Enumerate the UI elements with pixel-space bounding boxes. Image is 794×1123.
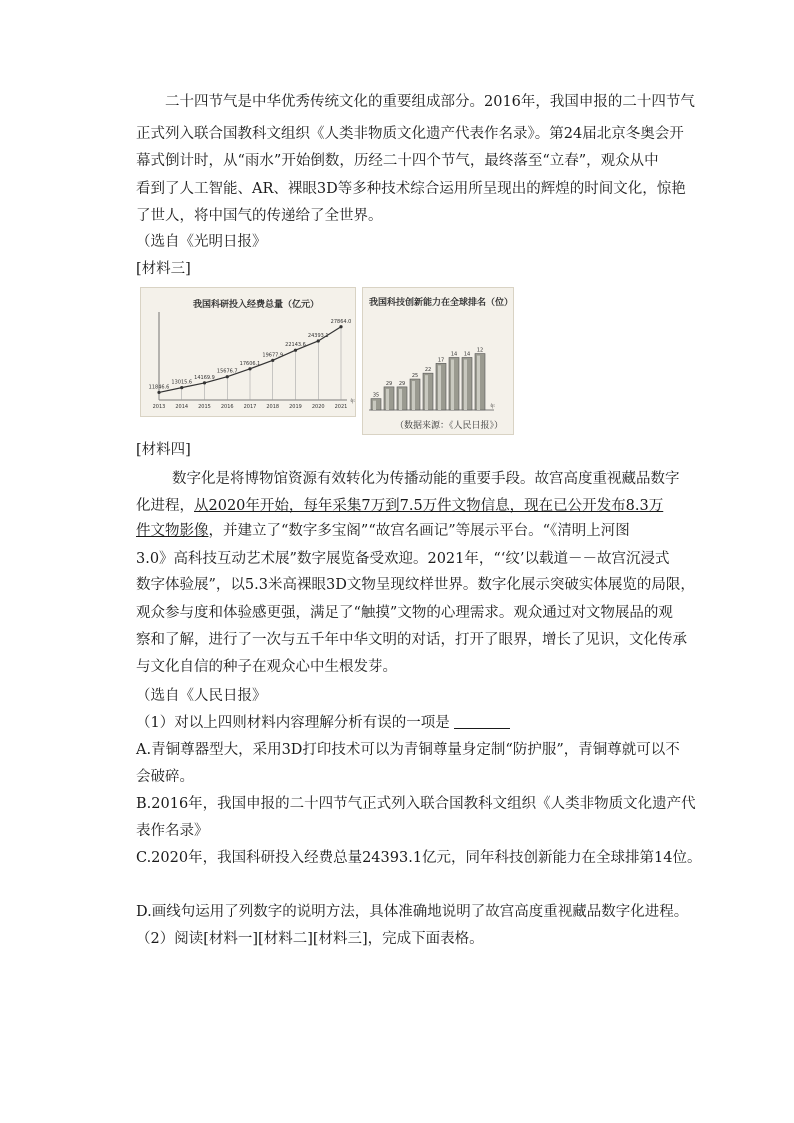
bar-highlight [373,401,376,410]
text-span: 化进程， [136,498,194,514]
paragraph-line [136,496,663,516]
bar-highlight [451,359,454,410]
chart-title: 我国科技创新能力在全球排名（位） [369,298,514,308]
bar-highlight [477,356,480,410]
bar-highlight [464,359,467,410]
underlined-sentence: 件文物影像 [136,523,209,539]
underlined-sentence: 从2020年开始，每年采集7万到7.5万件文物信息，现在已公开发布8.3万 [194,498,664,514]
data-label: 15676.7 [216,368,238,375]
paragraph-line: 3.0》高科技互动艺术展”数字展览备受欢迎。2021年，“‘纹’以载道－－故宫沉浸式 [136,551,670,567]
tick-label: 2017 [243,404,257,410]
option-d: D.画线句运用了列数字的说明方法，具体准确地说明了故宫高度重视藏品数字化进程。 [136,904,689,920]
paragraph-line: 察和了解，进行了一次与五千年中华文明的对话，打开了眼界，增长了见识，文化传承 [136,632,687,648]
data-label: 14 [450,351,458,358]
data-label: 12 [476,347,484,354]
x-unit-label: 年 [490,404,496,410]
question-text: （1）对以上四则材料内容理解分析有误的一项是 [136,715,450,731]
paragraph-line: 与文化自信的种子在观众心中生根发芽。 [136,659,397,675]
research-funding-chart [140,287,356,417]
data-point [180,386,183,389]
tick-label: 2015 [198,404,211,410]
question-2: （2）阅读[材料一][材料二][材料三]，完成下面表格。 [136,931,484,947]
paragraph-line: 数字体验展”，以5.3米高裸眼3D文物呈现纹样世界。数字化展示突破实体展览的局限， [136,577,695,593]
material-header: [材料四] [136,442,191,458]
option-a: A.青铜尊器型大，采用3D打印技术可以为青铜尊量身定制“防护服”，青铜尊就可以不 [136,742,680,758]
tick-label: 2019 [289,404,302,410]
data-label: 29 [385,380,393,387]
data-label: 11846.6 [148,384,170,391]
data-label: 27864.0 [330,318,352,325]
paragraph-line: 正式列入联合国教科文组织《人类非物质文化遗产代表作名录》。第24届北京冬奥会开 [136,126,684,142]
option-b-cont: 表作名录》 [136,823,209,839]
paragraph-line: 看到了人工智能、AR、裸眼3D等多种技术综合运用所呈现出的辉煌的时间文化，惊艳 [136,181,686,197]
bar-chart-svg [363,288,513,434]
data-point [203,381,206,384]
data-point [339,325,342,328]
data-point [248,367,251,370]
data-label: 14 [463,351,471,358]
data-label: 19677.9 [262,352,284,359]
data-label: 29 [398,380,406,387]
data-label: 35 [372,392,380,399]
paragraph-line: 观众参与度和体验感更强，满足了“触摸”文物的心理需求。观众通过对文物展品的观 [136,605,673,621]
option-c: C.2020年，我国科研投入经费总量24393.1亿元，同年科技创新能力在全球排第14位。 [136,850,702,866]
bar-highlight [399,389,402,410]
data-label: 17 [437,357,445,364]
answer-blank[interactable] [454,714,510,729]
text-span: ，并建立了“数字多宝阁”“故宫名画记”等展示平台。“《清明上河图 [208,523,630,539]
data-label: 17606.1 [239,360,261,367]
option-b: B.2016年，我国申报的二十四节气正式列入联合国教科文组织《人类非物质文化遗产代 [136,796,696,812]
tick-label: 2016 [220,404,234,410]
data-label: 24393.1 [307,332,329,339]
data-point [294,349,297,352]
paragraph-line: 幕式倒计时，从“雨水”开始倒数，历经二十四个节气，最终落至“立春”，观众从中 [136,153,659,169]
source-citation: （选自《人民日报》 [136,688,267,704]
bar-highlight [386,389,389,410]
data-label: 13015.6 [171,379,193,386]
tick-label: 2020 [311,404,325,410]
data-label: 14169.9 [194,374,215,381]
paragraph-line: 数字化是将博物馆资源有效转化为传播动能的重要手段。故宫高度重视藏品数字 [172,471,680,487]
x-unit-label: 年 [350,399,355,405]
tick-label: 2013 [152,404,166,410]
data-label: 22 [424,367,432,374]
material-header: [材料三] [136,261,191,277]
option-a-cont: 会破碎。 [136,769,194,785]
data-label: 22143.6 [285,342,306,349]
data-point [157,391,160,394]
bar-highlight [412,381,415,410]
source-citation: （选自《光明日报》 [136,234,267,250]
bar-highlight [425,375,428,410]
tick-label: 2014 [175,404,189,410]
paragraph-line [136,521,630,541]
question-1 [136,713,510,733]
paragraph-line: 二十四节气是中华优秀传统文化的重要组成部分。2016年，我国申报的二十四节气 [165,94,695,110]
innovation-ranking-chart [362,287,514,435]
line-chart-svg [141,288,355,416]
chart-source: （数据来源：《人民日报》） [395,421,504,431]
data-label: 25 [411,373,419,380]
data-point [271,359,274,362]
data-point [226,375,229,378]
tick-label: 2018 [266,404,280,410]
bar-highlight [438,365,441,410]
chart-title: 我国科研投入经费总量（亿元） [193,300,320,310]
tick-label: 2021 [334,404,348,410]
data-point [317,339,320,342]
paragraph-line: 了世人，将中国气的传递给了全世界。 [136,208,383,224]
